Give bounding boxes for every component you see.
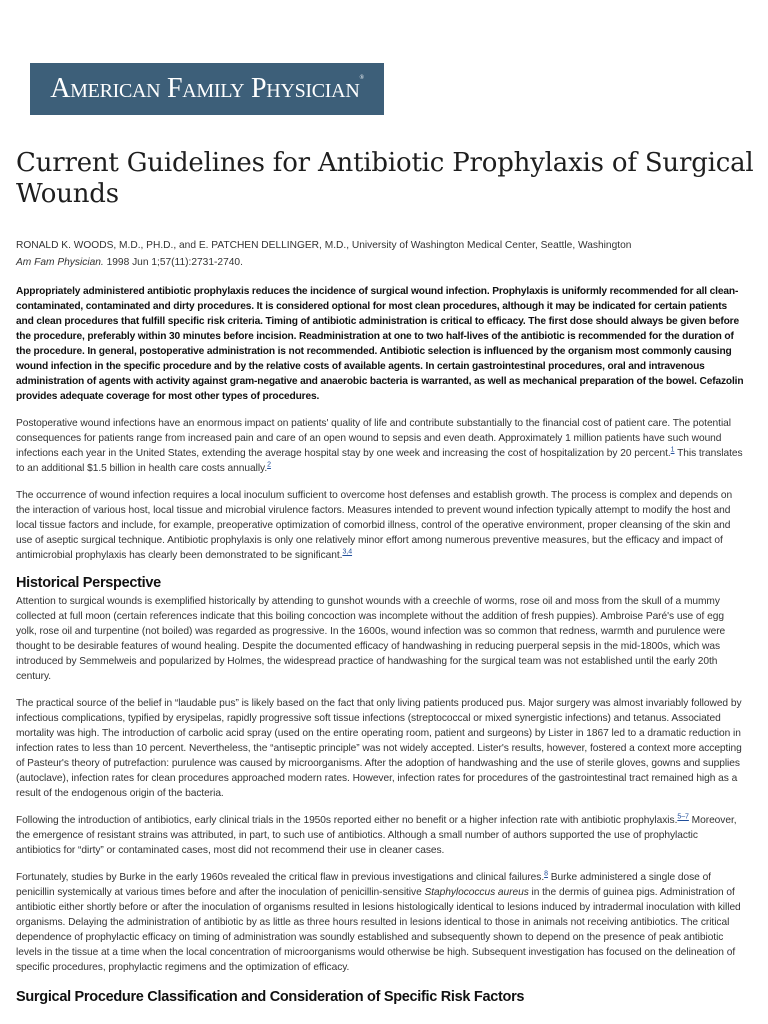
historical-paragraph-4: Fortunately, studies by Burke in the early 1960s revealed the critical flaw in previous investigations and clinical failures.$^8$ Burke administered a single dose of penicillin systemically at various times before and after the inoculation of penicillin-sensitive Staphylococcus aureus in the dermis of guinea pigs. Administration of antibiotic either shortly before or after the inoculation of organisms resulted in lesions histologically identical to lesions induced by intradermal inoculation with killed organisms. Delaying the administration of antibiotic by as little as three hours resulted in lesions identical to those in animals not receiving antibiotics. The critical dependence of prophylactic efficacy on timing of administration was soundly established and subsequently shown to depend on the presence of peak antibiotic levels in the tissue at a time when the local concentration of microorganisms would otherwise be high. Subsequent investigation has focused on the delineation of specific procedures, prophylactic regimens and the optimization of efficacy. [16, 870, 741, 973]
journal-logo[interactable] [30, 63, 384, 115]
reference-link[interactable]: 1 [670, 446, 675, 454]
historical-paragraph-3: Following the introduction of antibiotics, early clinical trials in the 1950s reported either no benefit or a higher infection rate with antibiotic prophylaxis.$^{5-7}$ Moreover, the emergence of resistant strains was attributed, in part, to such use of antibiotics. Although a small number of authors supported the use of prophylactic antibiotics for “dirty” or contaminated cases, most did not recommend their use in cleaner cases. [16, 813, 737, 856]
intro-paragraph-1: Postoperative wound infections have an enormous impact on patients' quality of life and contribute substantially to the financial cost of patient care. The potential consequences for patients range from increased pain and care of an open wound to sepsis and even death. Approximately 1 million patients have such wound infections each year in the United States, extending the average hospital stay by one week and increasing the cost of hospitalization by 20 percent.$^1$ This translates to an additional $1.5 billion in health care costs annually.$^2$ [16, 418, 743, 474]
journal-logo-text: American Family Physician® [50, 73, 364, 104]
citation-details: 1998 Jun 1;57(11):2731-2740. [103, 257, 243, 268]
reference-link[interactable]: 2 [267, 461, 271, 469]
article-citation [16, 256, 744, 270]
section-heading-classification: Surgical Procedure Classification and Consideration of Specific Risk Factors [16, 989, 525, 1005]
journal-name: Am Fam Physician. [16, 257, 104, 268]
reference-link[interactable]: 3,4 [342, 548, 353, 556]
intro-paragraph-2: The occurrence of wound infection requires a local inoculum sufficient to overcome host defenses and establish growth. The process is complex and depends on the interaction of various host, local tissue and microbial virulence factors. Measures intended to prevent wound infection typically attempt to modify the host and local tissue factors and include, for example, preoperative optimization of comorbid illness, control of the operative environment, proper cleansing of the skin and use of aseptic surgical technique. Antibiotic prophylaxis is only one relatively minor effort among numerous preventive measures, but the efficacy and impact of antimicrobial prophylaxis has clearly been demonstrated to be significant.$^{3,4}$ [16, 490, 733, 561]
article-body [16, 239, 744, 1008]
species-name: Staphylococcus aureus [424, 887, 529, 898]
article-authors: RONALD K. WOODS, M.D., PH.D., and E. PATCHEN DELLINGER, M.D., University of Washington Medical Center, Seattle, Washington [16, 240, 632, 251]
historical-paragraph-1: Attention to surgical wounds is exemplified historically by attending to gunshot wounds with a creechle of worms, rose oil and moss from the skull of a mummy collected at full moon (certain references indicate that this boiling concoction was incomplete without the addition of fresh puppies). Ambroise Paré's use of egg yolk, rose oil and turpentine (not boiled) was regarded as progressive. In the 1600s, wound infection was so common that redness, warmth and purulence were thought to be desirable features of wound healing. Despite the documented efficacy of handwashing in reducing puerperal sepsis in the mid-1800s, which was introduced by Semmelweis and popularized by Holmes, the widespread practice of handwashing for the surgical team was not established until the early 20th century. [16, 596, 726, 682]
article-abstract: Appropriately administered antibiotic prophylaxis reduces the incidence of surgical wound infection. Prophylaxis is uniformly recommended for all clean-contaminated, contaminated and dirty procedures. It is considered optional for most clean procedures, although it may be indicated for certain patients and clean procedures that fulfill specific risk criteria. Timing of antibiotic administration is critical to efficacy. The first dose should always be given before the procedure, preferably within 30 minutes before incision. Readministration at one to two half-lives of the antibiotic is recommended for the duration of the procedure. In general, postoperative administration is not recommended. Antibiotic selection is influenced by the organism most commonly causing wound infection in the specific procedure and by the relative costs of available agents. In certain gastrointestinal procedures, oral and intravenous administration of agents with activity against gram-negative and anaerobic bacteria is warranted, as well as mechanical preparation of the bowel. Cefazolin provides adequate coverage for most other types of procedures. [16, 286, 744, 402]
reference-link[interactable]: 8 [544, 870, 548, 878]
section-heading-historical: Historical Perspective [16, 575, 161, 591]
article-title: Current Guidelines for Antibiotic Prophylaxis of Surgical Wounds [16, 148, 754, 209]
reference-link[interactable]: 5–7 [677, 813, 689, 821]
historical-paragraph-2: The practical source of the belief in “laudable pus” is likely based on the fact that only living patients produced pus. Major surgery was almost invariably followed by infectious complications, typified by erysipelas, rapidly progressive soft tissue infections (streptococcal or mixed synergistic infections) and tetanus. Associated mortality was high. The introduction of carbolic acid spray (used on the entire operating room, patient and surgeons) by Lister in 1867 led to a dramatic reduction in infection rates to less than 10 percent. Nevertheless, the “antiseptic principle” was not widely accepted. Lister's results, however, fostered a context more accepting of Pasteur's theory of putrefaction: purulence was caused by microorganisms. After the adoption of handwashing and the use of sterile gloves, gowns and supplies (autoclave), infection rates for clean procedures approached modern rates. However, infection rates for procedures of the gastrointestinal tract remained high as a result of the endogenous origin of the bacteria. [16, 698, 742, 799]
